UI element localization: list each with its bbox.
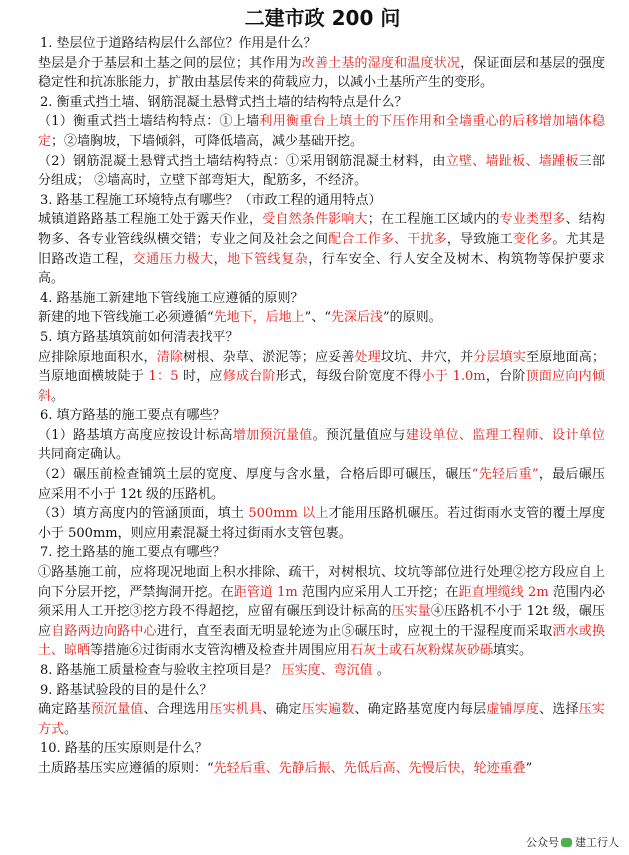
answer-paragraph	[38, 700, 605, 739]
body-text: 、确定路基宽度内每层	[354, 702, 487, 718]
highlighted-text: 专业类型多	[499, 212, 566, 228]
body-text: 共同商定确认。	[38, 447, 130, 463]
highlighted-text: 压实方式	[38, 702, 605, 737]
body-text: 。	[51, 388, 65, 404]
body-text: 三部分组成； ②墙高时，立壁下部弯矩大，配筋多，不经济。	[38, 153, 605, 189]
body-text: （1）路基填方高度应按设计标高	[38, 427, 233, 443]
body-text: 填实。	[493, 643, 533, 659]
highlighted-text: 顶面应向内倾斜	[38, 369, 605, 404]
body-text: 6. 填方路基的施工要点有哪些？	[40, 408, 226, 424]
answer-paragraph	[38, 54, 605, 93]
highlighted-text: 利用衡重台上填土的下压作用和全墙重心的后移增加墙体稳定	[38, 114, 605, 149]
body-text: 、确定	[262, 702, 302, 718]
body-text: 2. 衡重式挡土墙、钢筋混凝土悬臂式挡土墙的结构特点是什么？	[40, 94, 408, 110]
body-text: 8. 路基施工质量检查与验收主控项目是？	[40, 663, 282, 678]
highlighted-text: 石灰土或石灰粉煤灰砂砾	[350, 643, 494, 659]
highlighted-text: 先深后浅	[330, 310, 383, 326]
body-text: 坟坑、井穴，并	[380, 349, 474, 365]
body-text: 等措施⑥过街雨水支管沟槽及检查井周围应用	[90, 643, 351, 659]
highlighted-text: 清除	[156, 349, 184, 365]
body-text: ，导致施工	[446, 231, 513, 247]
body-text: ，行车安全、行人安全及树木、构筑物等保护要求高。	[38, 251, 605, 287]
body-text: 3. 路基工程施工环境特点有哪些？（市政工程的通用特点）	[40, 192, 382, 208]
highlighted-text: 压实度、弯沉值	[281, 663, 373, 678]
question-heading	[40, 681, 605, 701]
highlighted-text: 压实量	[391, 604, 431, 620]
watermark-suffix: 建工行人	[575, 836, 619, 849]
highlighted-text: 先轻后重、先静后振、先低后高、先慢后快，轮迹重叠	[213, 760, 526, 776]
answer-paragraph	[38, 563, 605, 661]
highlighted-text: 压实遍数	[301, 702, 355, 718]
document-body	[40, 34, 605, 779]
body-text: 。	[372, 663, 390, 678]
body-text: 10. 路基的压实原则是什么？	[40, 741, 208, 757]
answer-paragraph	[38, 465, 605, 504]
body-text: ，最后碾压应采用不小于 12t 级的压路机。	[38, 467, 605, 502]
answer-paragraph	[38, 759, 605, 779]
answer-paragraph	[38, 504, 605, 543]
question-heading	[40, 739, 605, 759]
answer-paragraph	[38, 426, 605, 465]
highlighted-text: 先地下，后地上	[213, 310, 305, 326]
highlighted-text: 改善土基的湿度和温度状况	[301, 55, 461, 71]
question-heading	[40, 289, 605, 309]
body-text: 垫层是介于基层和土基之间的层位；其作用为	[38, 55, 302, 71]
highlighted-text: 建设单位、监理工程师、设计单位	[405, 427, 605, 443]
body-text: 新建的地下管线施工必须遵循“	[38, 310, 214, 326]
body-text: 范围内应采用人工开挖；在	[297, 584, 459, 600]
body-text: ，保证面层和基层的强度稳定性和抗冻胀能力，扩散由基层传来的荷载应力，以减小土基所产生的变形。	[38, 55, 605, 91]
question-heading	[40, 543, 605, 563]
body-text: 树根、杂草、淤泥等；应妥善	[183, 349, 355, 365]
body-text: 。预沉量值应与	[312, 427, 406, 443]
highlighted-text: 压实机具	[209, 702, 263, 718]
highlighted-text: 小于 1.0m	[421, 369, 486, 385]
body-text: ；在工程施工区域内的	[367, 212, 500, 228]
body-text: ”的原则。	[382, 310, 442, 326]
body-text: ；②墙胸坡，下墙倾斜，可降低墙高，减少基础开挖。	[51, 133, 364, 149]
body-text: 至原地面高；当原地面横坡陡于	[38, 349, 605, 385]
body-text: 、合理选用	[143, 702, 210, 718]
highlighted-text: 虚铺厚度	[486, 702, 540, 718]
body-text: 5. 填方路基填筑前如何清表找平？	[40, 329, 239, 345]
watermark	[522, 833, 623, 851]
question-heading	[40, 406, 605, 426]
body-text: 9. 路基试验段的目的是什么？	[40, 682, 213, 698]
body-text: 确定路基	[38, 702, 91, 718]
page-title: 二建市政 200 问	[244, 6, 401, 30]
question-heading	[40, 34, 605, 54]
body-text: ”	[525, 760, 533, 776]
body-text: （2）碾压前检查铺筑土层的宽度、厚度与含水量，合格后即可碾压，碾压	[38, 467, 472, 483]
highlighted-text: 自路两边向路中心	[51, 623, 157, 639]
body-text: 时，应	[178, 369, 223, 385]
highlighted-text: 交通压力极大	[132, 251, 214, 267]
highlighted-text: 配合工作多、干扰多	[328, 231, 447, 247]
body-text: 才能用压路机碾压。若过街雨水支管的覆土厚度小于 500mm，则应用素混凝土将过街雨水支管包裹。	[38, 506, 605, 541]
body-text: 、选择	[539, 702, 579, 718]
highlighted-text: 分层填实	[473, 349, 527, 365]
highlighted-text: 受自然条件影响大	[262, 212, 368, 228]
highlighted-text: 洒水或换土、晾晒	[38, 623, 605, 659]
body-text: 、结构物多、各专业管线纵横交错；专业之间及社会之间	[38, 212, 605, 247]
body-text: 进行，直至表面无明显轮迹为止⑤碾压时，应视土的干湿程度而采取	[156, 623, 553, 639]
highlighted-text: 立壁、墙趾板、墙踵板	[445, 153, 579, 169]
wechat-icon	[561, 838, 572, 847]
question-heading	[40, 191, 605, 211]
highlighted-text: 1：5	[148, 369, 179, 385]
body-text: ，	[213, 251, 228, 267]
highlighted-text: 变化多	[512, 231, 553, 247]
highlighted-text: 增加预沉量值	[232, 427, 313, 443]
body-text: 城镇道路路基工程施工处于露天作业，	[38, 212, 263, 228]
body-text: 范围内必须采用人工开挖③挖方段不得超挖，应留有碾压到设计标高的	[38, 584, 606, 620]
body-text: 7. 挖土路基的施工要点有哪些？	[40, 545, 226, 561]
body-text: 应排除原地面积水，	[38, 349, 157, 365]
answer-paragraph	[38, 210, 605, 288]
body-text: ，台阶	[485, 369, 526, 385]
answer-paragraph	[38, 112, 605, 151]
body-text: 形式，每级台阶宽度不得	[275, 369, 422, 385]
body-text: ①路基施工前，应将现况地面上积水排除、疏干，对树根坑、坟坑等部位进行处理②挖方段应自上向下分层开挖，严禁掏洞开挖。在	[38, 565, 605, 600]
body-text: （2）钢筋混凝土悬臂式挡土墙结构特点：①采用钢筋混凝土材料，由	[38, 153, 446, 169]
body-text: 4. 路基施工新建地下管线施工应遵循的原则？	[40, 290, 304, 306]
answer-paragraph	[38, 308, 605, 328]
body-text: 。	[64, 721, 78, 737]
highlighted-text: 修成台阶	[222, 369, 276, 385]
answer-paragraph	[38, 152, 605, 191]
highlighted-text: 距管道 1m	[233, 584, 298, 600]
highlighted-text: 500mm 以上	[248, 506, 329, 522]
question-heading	[40, 328, 605, 348]
answer-paragraph	[38, 348, 605, 407]
body-text: （3）填方高度内的管涵顶面，填土	[38, 506, 249, 522]
body-text: ”、“	[304, 310, 331, 326]
body-text: （1）衡重式挡土墙结构特点：①上墙	[38, 114, 260, 130]
question-heading	[40, 93, 605, 113]
highlighted-text: 处理	[354, 349, 381, 365]
body-text: ④压路机不小于 12t 级，碾压应	[38, 604, 605, 639]
highlighted-text: 预沉量值	[90, 702, 144, 718]
highlighted-text: 距直埋缆线 2m	[458, 584, 549, 600]
body-text: 土质路基压实应遵循的原则：“	[38, 760, 214, 776]
highlighted-text: 地下管线复杂	[227, 251, 309, 267]
question-heading	[40, 661, 605, 681]
body-text: 。尤其是旧路改造工程，	[38, 231, 605, 267]
watermark-prefix: 公众号	[526, 836, 559, 849]
body-text: 1. 垫层位于道路结构层什么部位？作用是什么？	[40, 36, 317, 51]
highlighted-text: “先轻后重”	[471, 467, 539, 483]
